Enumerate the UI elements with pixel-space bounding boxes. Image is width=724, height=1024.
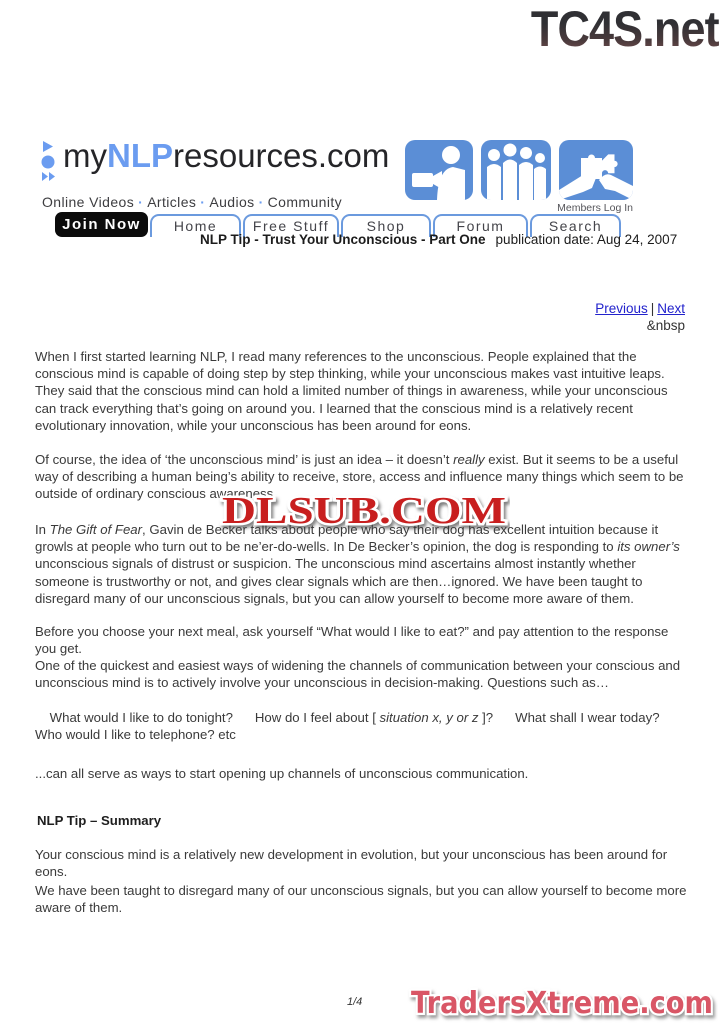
pager (595, 301, 685, 316)
tagline-item: Articles (147, 194, 197, 210)
tradersxtreme-watermark-text: TradersXtreme.com (411, 986, 713, 1021)
tagline (42, 194, 389, 210)
people-group-icon (481, 140, 551, 200)
article-paragraph: Before you choose your next meal, ask yourself “What would I like to eat?” and pay attention to the response you get. (35, 624, 669, 657)
tagline-item: Online Videos (42, 194, 135, 210)
dlsub-watermark-text: DLSUB.COM (222, 490, 506, 532)
publication-date: publication date: Aug 24, 2007 (495, 232, 678, 247)
join-now-button[interactable]: Join Now (55, 212, 148, 237)
camera-person-icon (405, 140, 473, 200)
article-paragraph: ...can all serve as ways to start opening up channels of unconscious communication. (35, 766, 529, 781)
site-logo[interactable] (40, 138, 389, 210)
tagline-item: Audios (209, 194, 255, 210)
dlsub-watermark (218, 486, 510, 534)
tagline-item: Community (267, 194, 343, 210)
tab-home[interactable]: Home (150, 214, 241, 237)
article-paragraph: When I first started learning NLP, I read many references to the unconscious. People explained that the conscious mind is capable of doing step by step thinking, while your unconscious makes vast intuitive leaps. They said that the conscious mind can hold a limited number of things in awareness, while your unconscious can track everything that’s going on around you. I learned that the conscious mind is a relatively recent evolutionary innovation, while your unconscious has been around for eons. (35, 349, 668, 433)
tagline-separator: · (258, 194, 264, 210)
nbsp-literal-text: &nbsp (646, 318, 685, 333)
page-indicator: 1/4 (347, 996, 363, 1008)
tc4s-watermark: TC4S.net (531, 1, 719, 57)
play-media-icon (40, 140, 60, 191)
puzzle-banner (559, 140, 633, 200)
tagline-separator: · (200, 194, 206, 210)
previous-link[interactable]: Previous (595, 301, 648, 316)
logo-suffix: resources.com (173, 137, 390, 174)
tab-free-stuff[interactable]: Free Stuff (243, 214, 339, 237)
community-banner (481, 140, 551, 200)
article-paragraph: One of the quickest and easiest ways of widening the channels of communication between your conscious and unconscious mind is to actively involve your unconscious in decision-making. Questions such as… (35, 658, 681, 691)
logo-prefix: my (63, 137, 107, 174)
article-paragraph: In The Gift of Fear, Gavin de Becker talks about people who say their dog has excellent intuition because it growls at people who turn out to be ne’er-do-wells. In De Becker’s opinion, the dog is responding to its owner’s unconscious signals of distrust or suspicion. The unconscious mind ascertains almost instantly whether someone is trustworthy or not, and gives clear signals which are then…ignored. We have been taught to disregard many of our unconscious signals, but you can allow yourself to become more aware of them. (35, 522, 680, 606)
article-paragraph: Of course, the idea of ‘the unconscious mind’ is just an idea – it doesn’t really exist. But it seems to be a useful way of describing a human being’s ability to receive, store, access and influence many things which seem to be outside of ordinary conscious awareness. (35, 452, 684, 502)
logo-text (63, 138, 389, 174)
summary-paragraph: Your conscious mind is a relatively new development in evolution, but your unconscious has been around for eons. (35, 847, 668, 880)
tab-search[interactable]: Search (530, 214, 621, 237)
puzzle-hands-icon (559, 140, 633, 200)
article-questions-paragraph: What would I like to do tonight? How do I feel about [ situation x, y or z ]? What shall I wear today? Who would I like to telephone? etc (35, 710, 682, 743)
tradersxtreme-watermark (406, 980, 718, 1024)
summary-heading: NLP Tip – Summary (37, 813, 162, 828)
next-link[interactable]: Next (657, 301, 685, 316)
tab-forum[interactable]: Forum (433, 214, 528, 237)
tab-shop[interactable]: Shop (341, 214, 431, 237)
article-title-line (200, 232, 677, 247)
pager-separator: | (650, 301, 655, 316)
logo-accent: NLP (107, 137, 173, 174)
members-login-link[interactable]: Members Log In (557, 202, 633, 214)
tagline-separator: · (138, 194, 144, 210)
article-title: NLP Tip - Trust Your Unconscious - Part One (200, 232, 486, 247)
summary-paragraph: We have been taught to disregard many of our unconscious signals, but you can allow yourself to become more aware of them. (35, 883, 687, 916)
video-person-banner (405, 140, 473, 200)
